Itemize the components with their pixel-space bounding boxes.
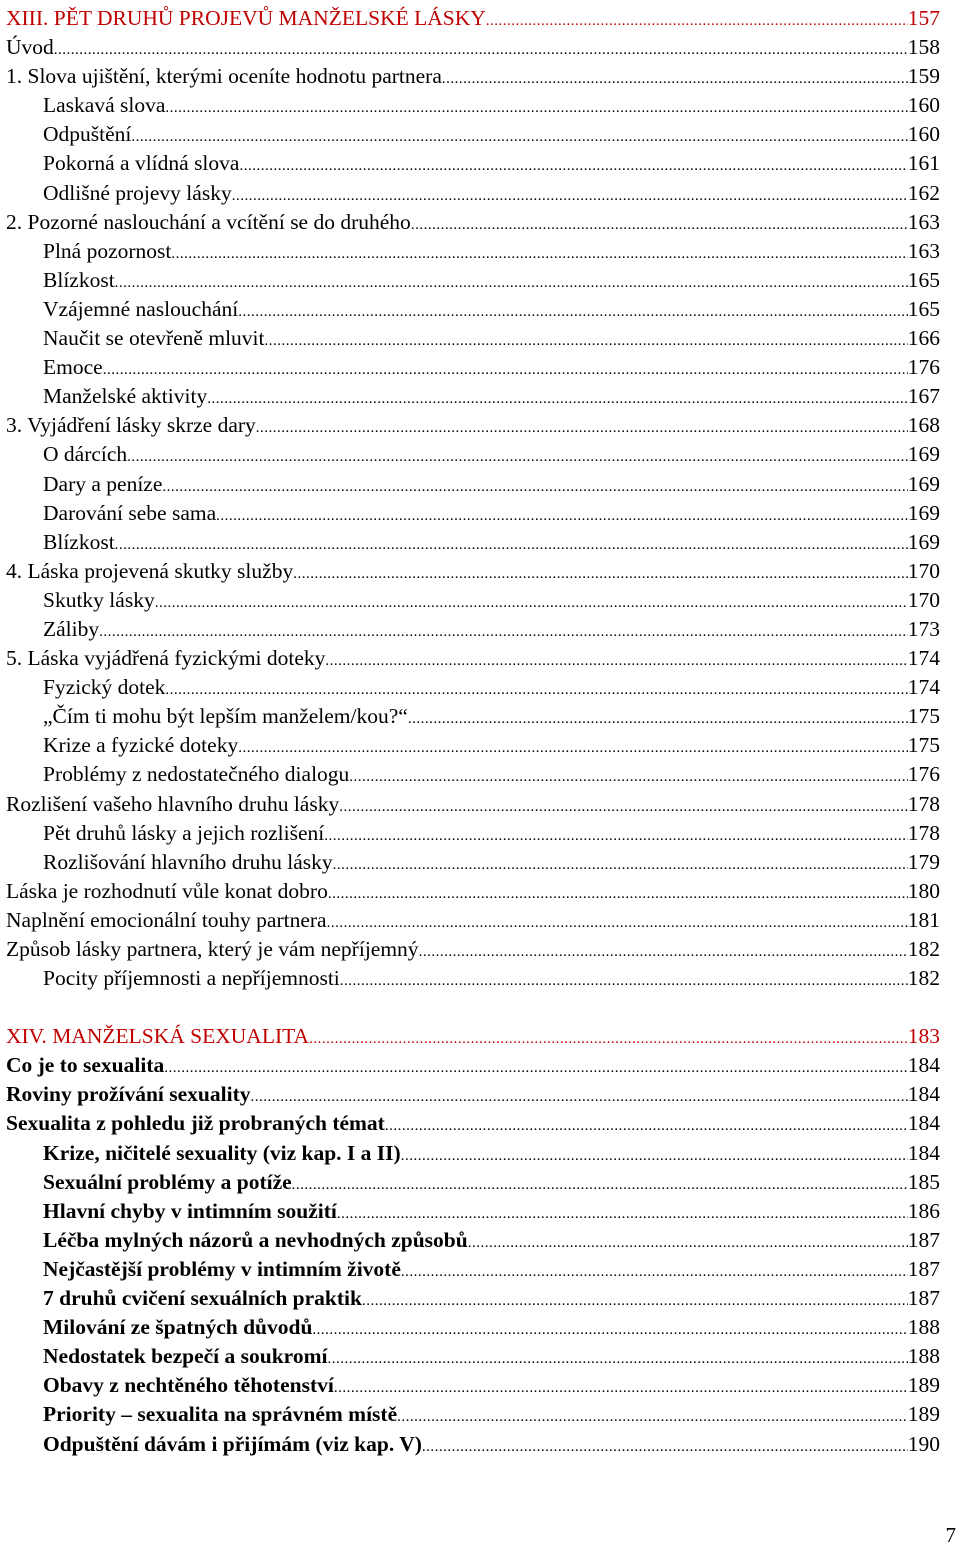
toc-entry-page: 159 [907,64,940,89]
toc-entry-page: 187 [907,1227,940,1252]
toc-entry-title: 3. Vyjádření lásky skrze dary [6,413,256,438]
toc-entry-title: Darování sebe sama [43,500,217,525]
dot-leader [442,65,908,94]
dot-leader [422,1433,908,1462]
toc-entry[interactable] [6,1139,940,1168]
toc-entry[interactable] [6,790,940,819]
toc-entry[interactable] [6,615,940,644]
toc-entry[interactable] [6,149,940,178]
toc-entry-page: 185 [907,1169,940,1194]
toc-entry-page: 182 [907,937,940,961]
toc-entry-title: Vzájemné naslouchání [43,296,239,321]
toc-entry-title: Co je to sexualita [6,1053,165,1078]
toc-entry-page: 157 [907,6,940,30]
dot-leader [401,1142,908,1171]
toc-entry-page: 189 [907,1402,940,1427]
toc-entry[interactable] [6,411,940,440]
toc-entry-title: Emoce [43,355,103,380]
toc-entry-title: 1. Slova ujištění, kterými oceníte hodnotu partnera [6,64,442,89]
toc-entry[interactable] [6,702,940,731]
toc-entry-page: 169 [907,471,940,496]
dot-leader [333,851,908,880]
toc-entry[interactable] [6,33,940,62]
toc-entry-page: 168 [907,413,940,438]
dot-leader [165,94,907,123]
toc-entry-title: XIII. PĚT DRUHŮ PROJEVŮ MANŽELSKÉ LÁSKY [6,6,486,30]
toc-entry-page: 184 [907,1082,940,1107]
toc-entry-title: „Čím ti mohu být lepším manželem/kou?“ [43,704,408,729]
dot-leader [340,967,908,996]
toc-entry-page: 165 [907,296,940,321]
toc-entry[interactable] [6,557,940,586]
toc-entry-page: 170 [907,587,940,612]
dot-leader [397,1403,908,1432]
dot-leader [207,385,908,414]
toc-entry-page: 180 [907,878,940,903]
toc-entry-page: 169 [907,500,940,525]
toc-entry-page: 176 [907,355,940,380]
toc-entry-page: 163 [907,209,940,234]
toc-entry[interactable] [6,528,940,557]
toc-entry-page: 169 [907,529,940,554]
toc-entry-title: Krize a fyzické doteky [43,733,239,758]
toc-entry-title: Plná pozornost [43,238,172,263]
toc-entry-title: Odlišné projevy lásky [43,180,232,205]
dot-leader [115,531,908,560]
toc-entry-page: 182 [907,966,940,991]
dot-leader [327,909,908,938]
dot-leader [339,793,908,822]
table-of-contents [6,4,940,1459]
dot-leader [115,269,908,298]
toc-entry-page: 184 [907,1053,940,1078]
toc-entry-title: Hlavní chyby v intimním soužití [43,1198,337,1223]
toc-entry-title: Odpuštění dávám i přijímám (viz kap. V) [43,1431,422,1456]
dot-leader [293,560,908,589]
dot-leader [327,1345,907,1374]
toc-entry[interactable] [6,62,940,91]
dot-leader [486,7,908,36]
dot-leader [292,1171,908,1200]
dot-leader [171,240,907,269]
toc-entry-page: 162 [907,180,940,205]
toc-entry-title: XIV. MANŽELSKÁ SEXUALITA [6,1024,310,1049]
toc-entry-title: Milování ze špatných důvodů [43,1315,313,1340]
dot-leader [401,1258,908,1287]
toc-entry-page: 165 [907,267,940,292]
toc-entry[interactable] [6,91,940,120]
dot-leader [239,152,907,181]
toc-chapter-entry[interactable] [6,1022,940,1051]
toc-entry[interactable] [6,644,940,673]
dot-leader [349,763,907,792]
toc-entry-page: 158 [907,35,940,60]
dot-leader [324,822,908,851]
toc-entry-title: 7 druhů cvičení sexuálních praktik [43,1286,362,1311]
toc-entry-title: 4. Láska projevená skutky služby [6,558,294,583]
toc-entry-page: 183 [907,1024,940,1049]
dot-leader [103,356,908,385]
dot-leader [131,123,907,152]
dot-leader [312,1316,907,1345]
dot-leader [216,502,908,531]
dot-leader [256,414,908,443]
toc-entry-page: 187 [907,1286,940,1311]
toc-entry-title: Pocity příjemnosti a nepříjemnosti [43,966,340,991]
toc-entry-title: Manželské aktivity [43,384,208,409]
toc-entry[interactable] [6,1109,940,1138]
toc-entry-page: 167 [907,384,940,409]
dot-leader [468,1229,908,1258]
dot-leader [309,1025,908,1054]
toc-entry-title: Léčba mylných názorů a nevhodných způsobů [43,1227,468,1252]
dot-leader [334,1374,908,1403]
toc-entry-page: 188 [907,1315,940,1340]
toc-entry-title: Sexuální problémy a potíže [43,1169,292,1194]
toc-entry-title: Obavy z nechtěného těhotenství [43,1373,334,1398]
toc-entry-page: 189 [907,1373,940,1398]
toc-entry[interactable] [6,586,940,615]
toc-entry[interactable] [6,1197,940,1226]
page-number: 7 [945,1523,956,1547]
toc-entry-title: Problémy z nedostatečného dialogu [43,762,350,787]
toc-entry-title: O dárcích [43,442,128,467]
toc-entry-page: 160 [907,93,940,118]
toc-entry-page: 160 [907,122,940,147]
toc-entry-title: Skutky lásky [43,587,155,612]
dot-leader [362,1287,908,1316]
toc-entry[interactable] [6,1342,940,1371]
dot-leader [385,1112,908,1141]
dot-leader [325,647,907,676]
toc-entry-title: Dary a peníze [43,471,163,496]
toc-entry[interactable] [6,731,940,760]
toc-entry-title: Blízkost [43,529,115,554]
toc-entry-page: 184 [907,1140,940,1165]
toc-entry-title: Pět druhů lásky a jejich rozlišení [43,820,325,845]
toc-entry[interactable] [6,1226,940,1255]
toc-entry[interactable] [6,1168,940,1197]
toc-entry-title: Úvod [6,35,54,60]
toc-entry-page: 176 [907,762,940,787]
dot-leader [265,327,908,356]
toc-entry-page: 181 [907,907,940,932]
toc-entry[interactable] [6,760,940,789]
dot-leader [162,473,907,502]
toc-entry-page: 166 [907,326,940,351]
toc-entry[interactable] [6,906,940,935]
toc-entry[interactable] [6,1313,940,1342]
toc-entry[interactable] [6,1371,940,1400]
toc-entry[interactable] [6,295,940,324]
dot-leader [232,182,908,211]
toc-entry-title: 5. Láska vyjádřená fyzickými doteky [6,646,326,671]
dot-leader [328,880,908,909]
toc-entry[interactable] [6,819,940,848]
toc-entry[interactable] [6,179,940,208]
dot-leader [99,618,908,647]
toc-entry-page: 190 [907,1431,940,1456]
dot-leader [127,443,908,472]
toc-entry[interactable] [6,324,940,353]
toc-entry-page: 175 [907,733,940,758]
toc-entry[interactable] [6,440,940,469]
toc-entry-page: 174 [907,646,940,671]
toc-entry[interactable] [6,1051,940,1080]
toc-entry-title: 2. Pozorné naslouchání a vcítění se do druhého [6,209,411,234]
toc-entry[interactable] [6,382,940,411]
toc-entry[interactable] [6,470,940,499]
toc-entry-title: Fyzický dotek [43,675,166,700]
toc-entry-title: Nedostatek bezpečí a soukromí [43,1344,328,1369]
toc-entry-page: 161 [907,151,940,176]
toc-entry-page: 179 [907,849,940,874]
toc-entry-page: 174 [907,675,940,700]
toc-entry-title: Roviny prožívání sexuality [6,1082,251,1107]
toc-entry[interactable] [6,266,940,295]
toc-entry[interactable] [6,353,940,382]
toc-entry-title: Krize, ničitelé sexuality (viz kap. I a II) [43,1140,401,1165]
dot-leader [165,676,907,705]
toc-entry-title: Blízkost [43,267,115,292]
toc-entry[interactable] [6,673,940,702]
toc-entry-title: Priority – sexualita na správném místě [43,1402,398,1427]
toc-chapter-entry[interactable] [6,4,940,33]
dot-leader [238,734,908,763]
toc-entry-title: Naučit se otevřeně mluvit [43,326,265,351]
toc-entry[interactable] [6,208,940,237]
toc-entry-title: Rozlišení vašeho hlavního druhu lásky [6,791,340,816]
toc-entry-title: Odpuštění [43,122,132,147]
toc-entry-title: Sexualita z pohledu již probraných témat [6,1111,385,1136]
dot-leader [164,1054,908,1083]
dot-leader [238,298,908,327]
toc-entry[interactable] [6,1400,940,1429]
toc-entry[interactable] [6,499,940,528]
toc-entry-page: 178 [907,820,940,845]
dot-leader [155,589,908,618]
toc-entry[interactable] [6,1284,940,1313]
toc-entry-page: 184 [907,1111,940,1136]
dot-leader [419,938,908,967]
toc-entry-title: Způsob lásky partnera, který je vám nepříjemný [6,937,419,961]
toc-entry-title: Záliby [43,616,100,641]
toc-entry[interactable] [6,1430,940,1459]
toc-entry-title: Laskavá slova [43,93,166,118]
toc-entry[interactable] [6,1080,940,1109]
dot-leader [408,705,908,734]
toc-entry-title: Láska je rozhodnutí vůle konat dobro [6,878,328,903]
toc-entry[interactable] [6,848,940,877]
toc-entry-page: 175 [907,704,940,729]
toc-entry-page: 188 [907,1344,940,1369]
toc-entry-page: 178 [907,791,940,816]
toc-entry-title: Nejčastější problémy v intimním životě [43,1256,401,1281]
toc-entry-page: 187 [907,1256,940,1281]
toc-entry-page: 169 [907,442,940,467]
dot-leader [337,1200,908,1229]
toc-entry-page: 173 [907,616,940,641]
dot-leader [54,36,908,65]
toc-entry-title: Rozlišování hlavního druhu lásky [43,849,333,874]
toc-entry[interactable] [6,877,940,906]
toc-entry-page: 163 [907,238,940,263]
toc-entry-title: Pokorná a vlídná slova [43,151,240,176]
toc-entry[interactable] [6,935,940,964]
dot-leader [251,1083,908,1112]
dot-leader [411,211,908,240]
toc-entry[interactable] [6,964,940,993]
toc-entry[interactable] [6,120,940,149]
toc-entry-page: 186 [907,1198,940,1223]
toc-entry[interactable] [6,1255,940,1284]
toc-entry[interactable] [6,237,940,266]
toc-entry-title: Naplnění emocionální touhy partnera [6,907,327,932]
toc-entry-page: 170 [907,558,940,583]
